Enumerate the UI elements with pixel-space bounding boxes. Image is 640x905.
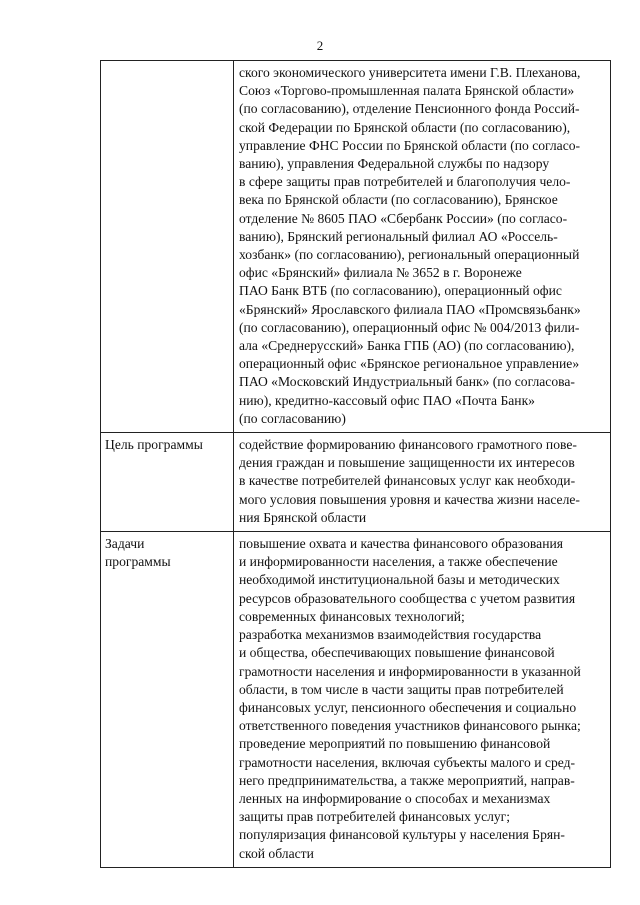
row-content-line: управление ФНС России по Брянской области (по согласо- xyxy=(239,137,581,153)
row-content-line: дения граждан и повышение защищенности их интересов xyxy=(239,455,575,471)
row-content-line: разработка механизмов взаимодействия государства xyxy=(239,627,542,643)
row-content-line: Союз «Торгово-промышленная палата Брянской области» xyxy=(239,83,575,99)
row-content-line: (по согласованию), отделение Пенсионного фонда Россий- xyxy=(239,101,580,117)
row-content-line: него предпринимательства, а также мероприятий, направ- xyxy=(239,772,575,788)
row-content-line: ПАО «Московский Индустриальный банк» (по согласова- xyxy=(239,374,575,390)
table-row xyxy=(101,532,611,868)
table-row xyxy=(101,61,611,433)
row-content-line: ванию), Брянский региональный филиал АО «Россель- xyxy=(239,228,558,244)
row-label-line: Цель программы xyxy=(105,437,203,453)
row-content-line: финансовых услуг, пенсионного обеспечения и социально xyxy=(239,699,577,715)
row-label-cell xyxy=(101,61,234,433)
row-content-line: повышение охвата и качества финансового образования xyxy=(239,536,563,552)
row-content-line: ния Брянской области xyxy=(239,509,367,525)
row-content-line: защиты прав потребителей финансовых услуг; xyxy=(239,809,511,825)
row-content-line: ванию), управления Федеральной службы по надзору xyxy=(239,156,550,172)
row-content-line: грамотности населения и информированности в указанной xyxy=(239,663,581,679)
row-content-line: области, в том числе в части защиты прав потребителей xyxy=(239,681,564,697)
program-passport-table xyxy=(100,60,611,868)
row-content-line: «Брянский» Ярославского филиала ПАО «Промсвязьбанк» xyxy=(239,301,581,317)
row-label-cell xyxy=(101,532,234,868)
row-content-cell xyxy=(234,61,611,433)
row-label-cell xyxy=(101,433,234,532)
row-content-line: грамотности населения, включая субъекты малого и сред- xyxy=(239,754,576,770)
row-content-line: ленных на информирование о способах и механизмах xyxy=(239,790,551,806)
row-content-line: проведение мероприятий по повышению финансовой xyxy=(239,736,551,752)
row-content-line: века по Брянской области (по согласованию), Брянское xyxy=(239,192,558,208)
row-content-line: ответственного поведения участников финансового рынка; xyxy=(239,718,581,734)
row-content-line: и информированности населения, а также обеспечение xyxy=(239,554,558,570)
row-content-line: ской Федерации по Брянской области (по согласованию), xyxy=(239,119,571,135)
row-content-line: отделение № 8605 ПАО «Сбербанк России» (по согласо- xyxy=(239,210,568,226)
row-content-cell xyxy=(234,433,611,532)
table-body xyxy=(101,61,611,868)
row-content-line: в сфере защиты прав потребителей и благополучия чело- xyxy=(239,174,571,190)
row-content-line: мого условия повышения уровня и качества жизни населе- xyxy=(239,491,580,507)
row-content-line: офис «Брянский» филиала № 3652 в г. Воронеже xyxy=(239,265,522,281)
row-content-line: ской области xyxy=(239,845,314,861)
row-content-line: операционный офис «Брянское региональное управление» xyxy=(239,356,580,372)
row-content-line: ала «Среднерусский» Банка ГПБ (АО) (по согласованию), xyxy=(239,338,575,354)
row-content-line: (по согласованию) xyxy=(239,410,346,426)
row-content-line: (по согласованию), операционный офис № 004/2013 фили- xyxy=(239,319,580,335)
table-row xyxy=(101,433,611,532)
row-content-line: популяризация финансовой культуры у населения Брян- xyxy=(239,827,565,843)
row-label-line: Задачи xyxy=(105,536,145,552)
row-content-line: ресурсов образовательного сообщества с учетом развития xyxy=(239,590,576,606)
page-number: 2 xyxy=(316,38,324,53)
row-label-line: программы xyxy=(105,554,171,570)
row-content-cell xyxy=(234,532,611,868)
row-content-line: современных финансовых технологий; xyxy=(239,608,465,624)
row-content-line: нию), кредитно-кассовый офис ПАО «Почта Банк» xyxy=(239,392,535,408)
row-content-line: содействие формированию финансового грамотного пове- xyxy=(239,437,577,453)
row-content-line: ПАО Банк ВТБ (по согласованию), операционный офис xyxy=(239,283,562,299)
row-content-line: и общества, обеспечивающих повышение финансовой xyxy=(239,645,555,661)
row-content-line: ского экономического университета имени Г.В. Плеханова, xyxy=(239,65,581,80)
row-content-line: в качестве потребителей финансовых услуг как необходи- xyxy=(239,473,576,489)
row-content-line: хозбанк» (по согласованию), региональный операционный xyxy=(239,247,580,263)
row-content-line: необходимой институциональной базы и методических xyxy=(239,572,560,588)
